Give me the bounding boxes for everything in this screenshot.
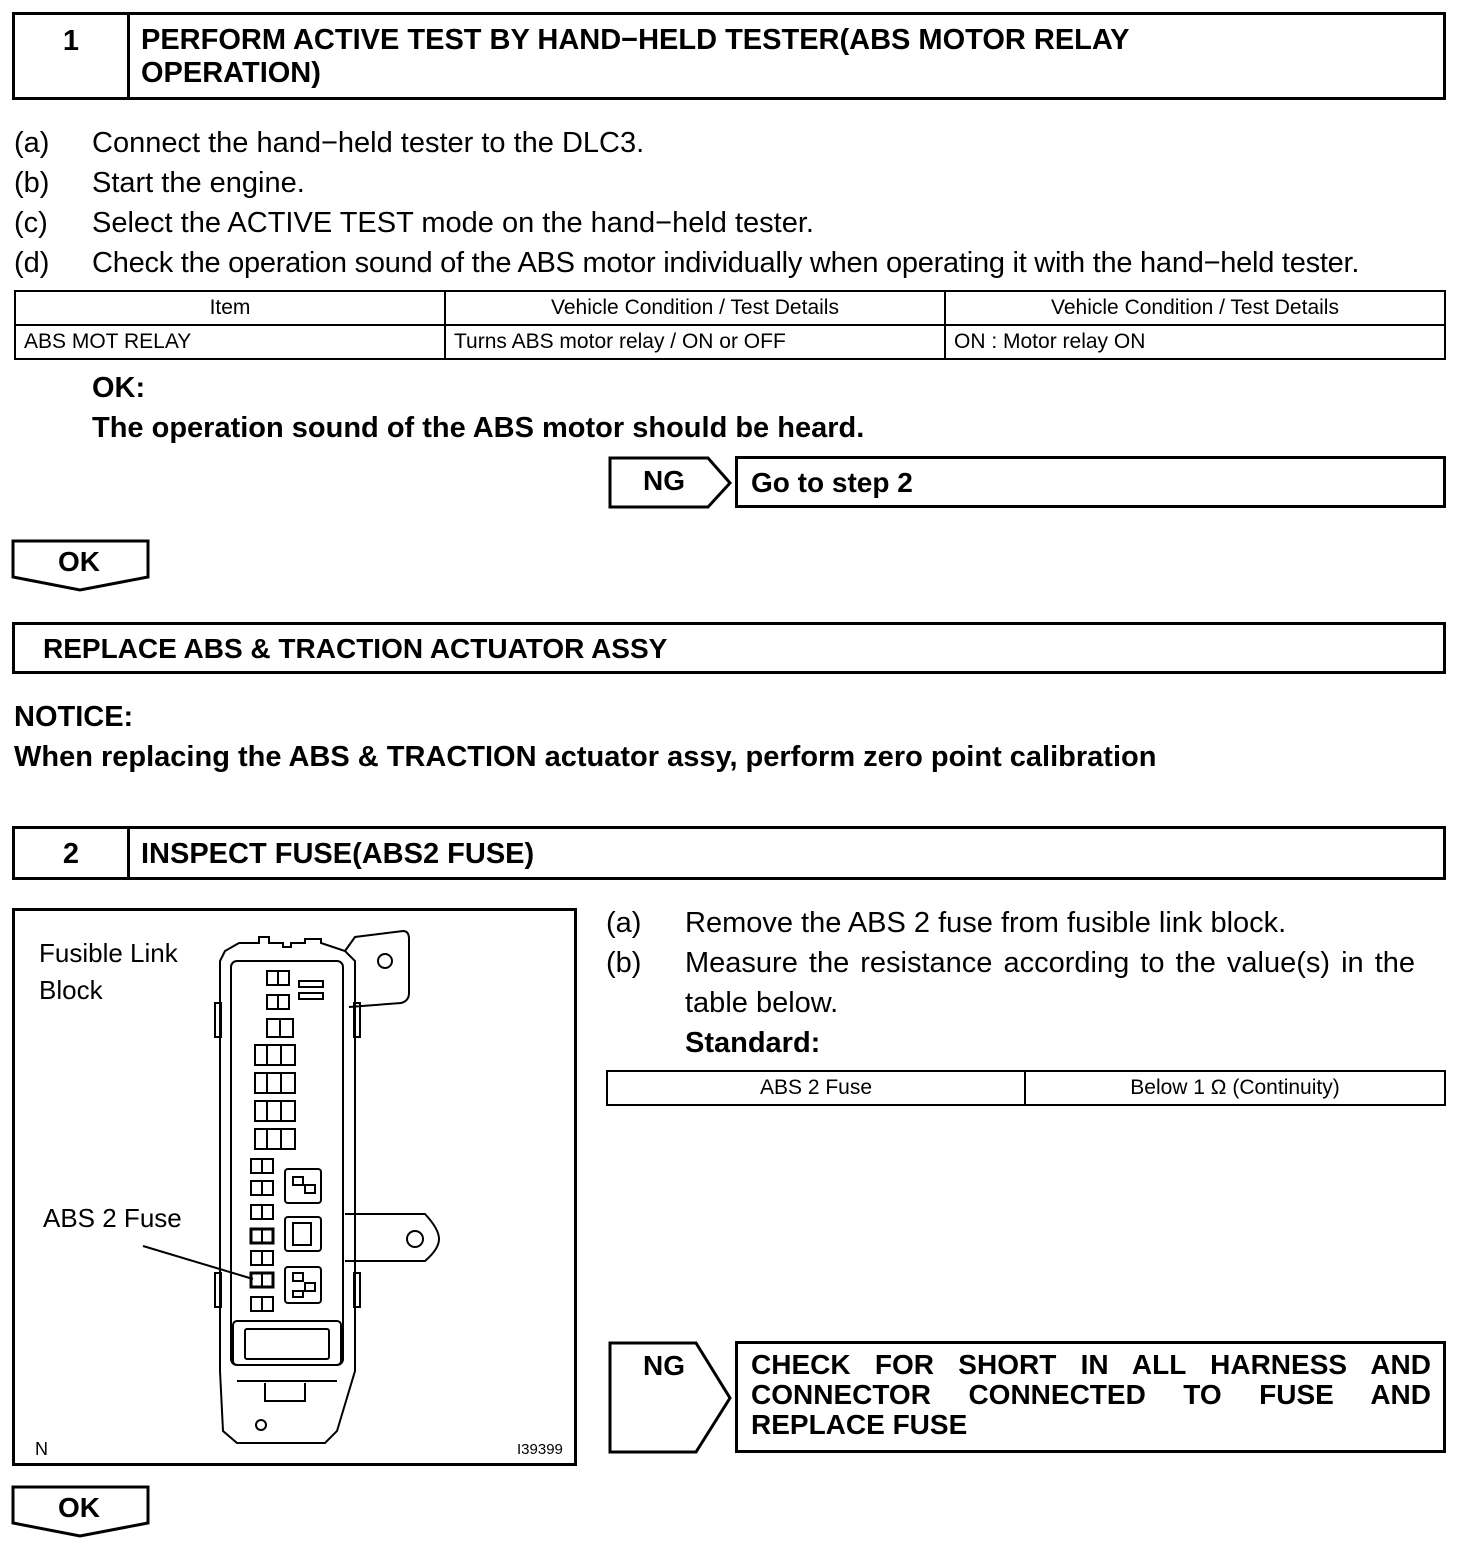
fuse-slot — [255, 1101, 295, 1121]
step-2-title: INSPECT FUSE(ABS2 FUSE) — [141, 838, 535, 870]
fuse-slot — [255, 1129, 295, 1149]
instruction-label: (b) — [606, 947, 642, 979]
housing-tab — [354, 1273, 360, 1307]
fuse-slot — [299, 981, 323, 987]
table-row — [15, 325, 1445, 359]
instruction-text: Select the ACTIVE TEST mode on the hand−held tester. — [92, 207, 814, 239]
fuse-resistance-table — [606, 1070, 1446, 1106]
notice-text: When replacing the ABS & TRACTION actuator assy, perform zero point calibration — [14, 741, 1157, 773]
step-1-title-line-2: OPERATION) — [141, 57, 321, 89]
ng-result-text: Go to step 2 — [751, 467, 913, 498]
fusible-link-block-figure — [12, 908, 577, 1466]
ng-result-step-2 — [735, 1341, 1446, 1453]
fuse-leader-line — [143, 1246, 253, 1279]
table-header-cell: Vehicle Condition / Test Details — [945, 291, 1445, 325]
instruction-text: Connect the hand−held tester to the DLC3. — [92, 127, 645, 159]
figure-corner-right: I39399 — [517, 1441, 563, 1458]
table-cell: ABS MOT RELAY — [15, 325, 445, 359]
fusible-link-block-drawing — [15, 911, 574, 1463]
step-2-instruction-b-cont: table below. — [685, 987, 839, 1019]
fuse-slot — [299, 993, 323, 999]
instruction-text: Start the engine. — [92, 167, 305, 199]
instruction-text: Check the operation sound of the ABS motor individually when operating it with the hand−held tester. — [92, 247, 1360, 279]
replace-actuator-text: REPLACE ABS & TRACTION ACTUATOR ASSY — [43, 633, 668, 664]
side-mounting-bracket — [345, 1214, 439, 1261]
step-2-number: 2 — [62, 838, 80, 870]
block-housing — [220, 937, 355, 1443]
figure-label-line: Fusible Link — [39, 938, 178, 968]
table-cell: ABS 2 Fuse — [607, 1071, 1025, 1105]
table-header-cell: Vehicle Condition / Test Details — [445, 291, 945, 325]
housing-tab — [215, 1273, 221, 1307]
ng-result-line: CHECK FOR SHORT IN ALL HARNESS AND — [751, 1349, 1431, 1380]
standard-label: Standard: — [685, 1027, 821, 1059]
step-2-header — [12, 826, 1446, 880]
ng-result-step-1 — [735, 456, 1446, 508]
table-cell: Below 1 Ω (Continuity) — [1025, 1071, 1445, 1105]
ok-criteria-label: OK: — [92, 372, 146, 404]
lower-clip — [265, 1383, 305, 1401]
ng-result-text — [751, 1350, 1431, 1410]
ng-result-line: CONNECTOR CONNECTED TO FUSE AND — [751, 1379, 1431, 1410]
step-1-header — [12, 12, 1446, 100]
instruction-label: (a) — [606, 907, 642, 939]
table-cell: ON : Motor relay ON — [945, 325, 1445, 359]
table-row — [607, 1071, 1445, 1105]
housing-tab — [354, 1003, 360, 1037]
instruction-label: (c) — [14, 207, 48, 239]
housing-tab — [215, 1003, 221, 1037]
block-inner-frame — [231, 961, 343, 1365]
ok-criteria-text: The operation sound of the ABS motor should be heard. — [92, 412, 865, 444]
step-1-number: 1 — [62, 25, 80, 57]
instruction-label: (b) — [14, 167, 50, 199]
ok-arrow-label: OK — [58, 1492, 100, 1523]
notice-label: NOTICE: — [14, 701, 134, 733]
table-cell: Turns ABS motor relay / ON or OFF — [445, 325, 945, 359]
active-test-table — [14, 290, 1446, 360]
step-2-divider — [127, 829, 130, 877]
instruction-text: Measure the resistance according to the value(s) in the — [685, 947, 1416, 979]
mounting-hole — [378, 954, 392, 968]
replace-actuator-box — [12, 622, 1446, 674]
figure-label-fuse: ABS 2 Fuse — [43, 1203, 182, 1233]
step-1-title-line-1: PERFORM ACTIVE TEST BY HAND−HELD TESTER(ABS MOTOR RELAY — [141, 24, 1130, 56]
table-header-row — [15, 291, 1445, 325]
figure-label-line: Block — [39, 975, 103, 1005]
fuse-slot — [255, 1045, 295, 1065]
fuse-slot — [255, 1073, 295, 1093]
ok-arrow-label: OK — [58, 546, 100, 577]
figure-corner-left: N — [35, 1439, 48, 1459]
instruction-label: (a) — [14, 127, 50, 159]
ng-label-step-2: NG — [643, 1350, 685, 1381]
instruction-text: Remove the ABS 2 fuse from fusible link block. — [685, 907, 1287, 939]
instruction-label: (d) — [14, 247, 50, 279]
mounting-hole — [407, 1231, 423, 1247]
step-1-divider — [127, 15, 130, 97]
mounting-hole — [256, 1420, 266, 1430]
step-1-title — [141, 24, 1441, 90]
table-header-cell: Item — [15, 291, 445, 325]
ng-result-line: REPLACE FUSE — [751, 1409, 968, 1440]
ng-label-step-1: NG — [643, 465, 685, 496]
